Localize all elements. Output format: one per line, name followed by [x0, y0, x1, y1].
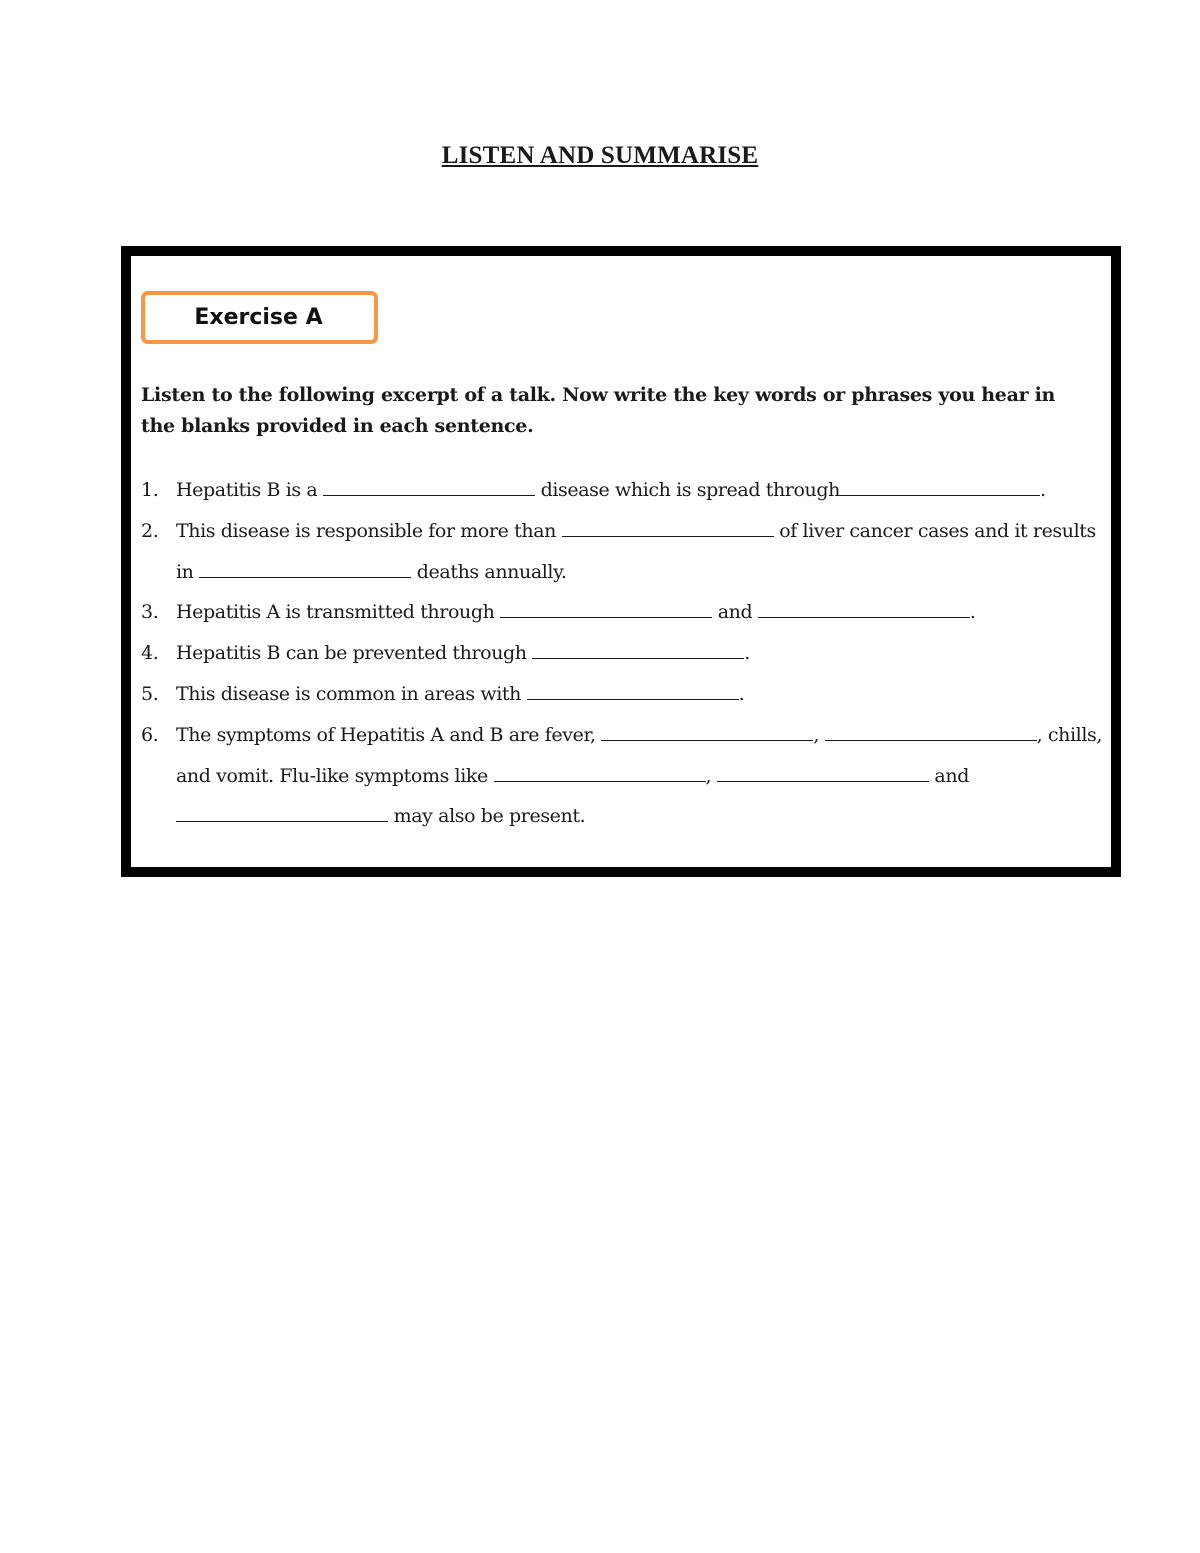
answer-blank[interactable] [199, 576, 411, 578]
answer-blank[interactable] [323, 494, 535, 496]
question-number: 6. [141, 723, 159, 746]
answer-blank[interactable] [176, 820, 388, 822]
question-number: 5. [141, 682, 159, 705]
question-text: This disease is responsible for more than [176, 519, 562, 542]
question-text: deaths annually. [411, 560, 567, 583]
answer-blank[interactable] [717, 780, 929, 782]
question-text: and [928, 764, 969, 787]
question-text: . [738, 682, 745, 705]
answer-blank[interactable] [840, 494, 1040, 496]
exercise-instructions: Listen to the following excerpt of a talk. Now write the key words or phrases you hear in the blanks provided in each sentence. [141, 384, 1056, 437]
question-item [141, 633, 1111, 674]
question-number: 3. [141, 601, 159, 624]
question-text: , [813, 723, 825, 746]
question-text: Hepatitis A is transmitted through [176, 601, 501, 624]
question-text: . [969, 601, 976, 624]
answer-blank[interactable] [500, 616, 712, 618]
question-item [141, 674, 1111, 715]
answer-blank[interactable] [825, 739, 1037, 741]
exercise-badge-label: Exercise A [194, 305, 323, 330]
question-text: . [744, 642, 750, 665]
answer-blank[interactable] [758, 616, 970, 618]
question-text: of liver cancer cases and it results in [176, 519, 1096, 583]
answer-blank[interactable] [532, 657, 744, 659]
question-text: , [705, 764, 717, 787]
question-text: disease which is spread through [534, 479, 840, 501]
question-text: and [712, 601, 758, 624]
question-item [141, 715, 1111, 837]
question-text: The symptoms of Hepatitis A and B are fever, [176, 723, 602, 746]
question-list [141, 470, 1111, 837]
page-title: LISTEN AND SUMMARISE [441, 142, 759, 169]
exercise-badge [141, 291, 378, 344]
answer-blank[interactable] [601, 739, 813, 741]
answer-blank[interactable] [527, 698, 739, 700]
question-number: 2. [141, 519, 159, 542]
answer-blank[interactable] [562, 535, 774, 537]
question-text: . [1039, 479, 1046, 501]
question-text: Hepatitis B is a [176, 479, 323, 501]
question-text: , chills, and vomit. Flu-like symptoms like [176, 723, 1102, 787]
question-number: 4. [141, 642, 159, 665]
question-text: This disease is common in areas with [176, 682, 527, 705]
question-item [141, 592, 1111, 633]
answer-blank[interactable] [494, 780, 706, 782]
question-text: may also be present. [388, 805, 586, 828]
question-text: Hepatitis B can be prevented through [176, 642, 533, 665]
question-item [141, 511, 1111, 593]
question-item [141, 470, 1111, 511]
question-number: 1. [141, 479, 159, 501]
